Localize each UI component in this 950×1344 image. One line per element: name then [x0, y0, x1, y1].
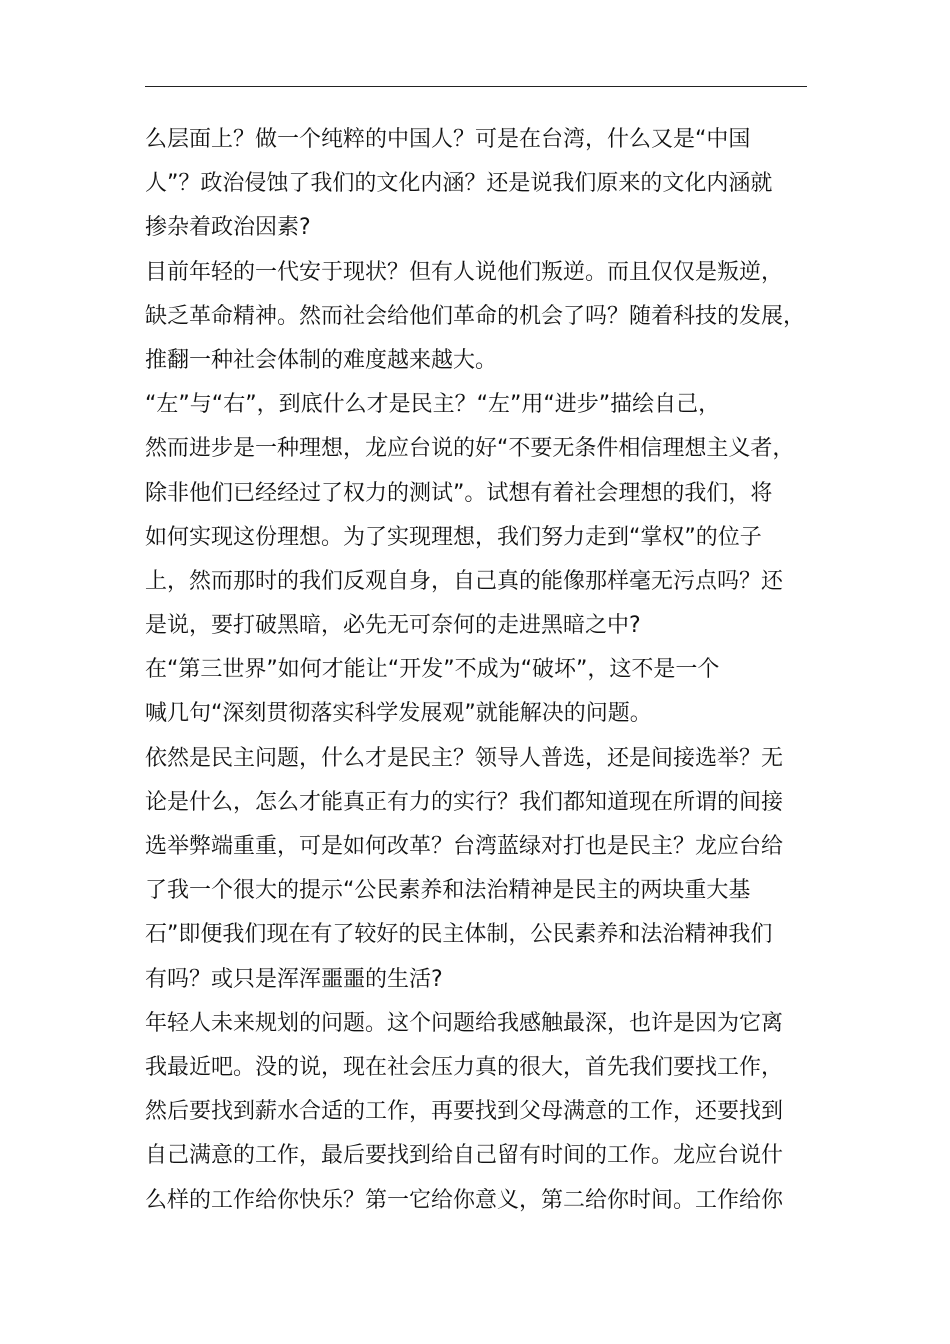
- text-line: 年轻人未来规划的问题。这个问题给我感触最深，也许是因为它离: [145, 1010, 784, 1036]
- text-line: 喊几句“深刻贯彻落实科学发展观”就能解决的问题。: [145, 701, 652, 727]
- text-line: 依然是民主问题，什么才是民主？领导人普选，还是间接选举？无: [145, 745, 784, 771]
- text-line: 我最近吧。没的说，现在社会压力真的很大，首先我们要找工作，: [145, 1054, 784, 1080]
- header-rule: [145, 86, 807, 87]
- text-line: 论是什么，怎么才能真正有力的实行？我们都知道现在所谓的间接: [145, 789, 784, 815]
- text-line: 如何实现这份理想。为了实现理想，我们努力走到“掌权”的位子: [145, 524, 762, 550]
- text-line: “左”与“右”，到底什么才是民主？“左”用“进步”描绘自己，: [145, 392, 721, 418]
- text-line: 除非他们已经经过了权力的测试”。试想有着社会理想的我们，将: [145, 480, 773, 506]
- text-line: 么层面上？做一个纯粹的中国人？可是在台湾，什么又是“中国: [145, 127, 751, 152]
- text-line: 然后要找到薪水合适的工作，再要找到父母满意的工作，还要找到: [145, 1099, 784, 1125]
- text-line: 上，然而那时的我们反观自身，自己真的能像那样毫无污点吗？还: [145, 568, 784, 594]
- text-line: 自己满意的工作，最后要找到给自己留有时间的工作。龙应台说什: [145, 1143, 784, 1169]
- text-line: 选举弊端重重，可是如何改革？台湾蓝绿对打也是民主？龙应台给: [145, 834, 784, 859]
- text-line: 人”？政治侵蚀了我们的文化内涵？还是说我们原来的文化内涵就: [145, 171, 773, 197]
- text-line: 是说，要打破黑暗，必先无可奈何的走进黑暗之中?: [145, 613, 641, 639]
- text-line: 然而进步是一种理想，龙应台说的好“不要无条件相信理想主义者，: [145, 436, 795, 462]
- text-line: 目前年轻的一代安于现状？但有人说他们叛逆。而且仅仅是叛逆，: [145, 259, 784, 285]
- text-line: 在“第三世界”如何才能让“开发”不成为“破坏”，这不是一个: [145, 657, 720, 683]
- text-line: 掺杂着政治因素?: [145, 215, 311, 241]
- text-line: 有吗？或只是浑浑噩噩的生活?: [145, 966, 443, 992]
- text-line: 缺乏革命精神。然而社会给他们革命的机会了吗？随着科技的发展，: [145, 303, 806, 329]
- text-line: 石”即便我们现在有了较好的民主体制，公民素养和法治精神我们: [145, 922, 773, 948]
- text-line: 了我一个很大的提示“公民素养和法治精神是民主的两块重大基: [145, 878, 751, 904]
- text-line: 么样的工作给你快乐？第一它给你意义，第二给你时间。工作给你: [145, 1187, 784, 1213]
- body-text: [145, 118, 810, 1223]
- text-line: 推翻一种社会体制的难度越来越大。: [145, 347, 498, 373]
